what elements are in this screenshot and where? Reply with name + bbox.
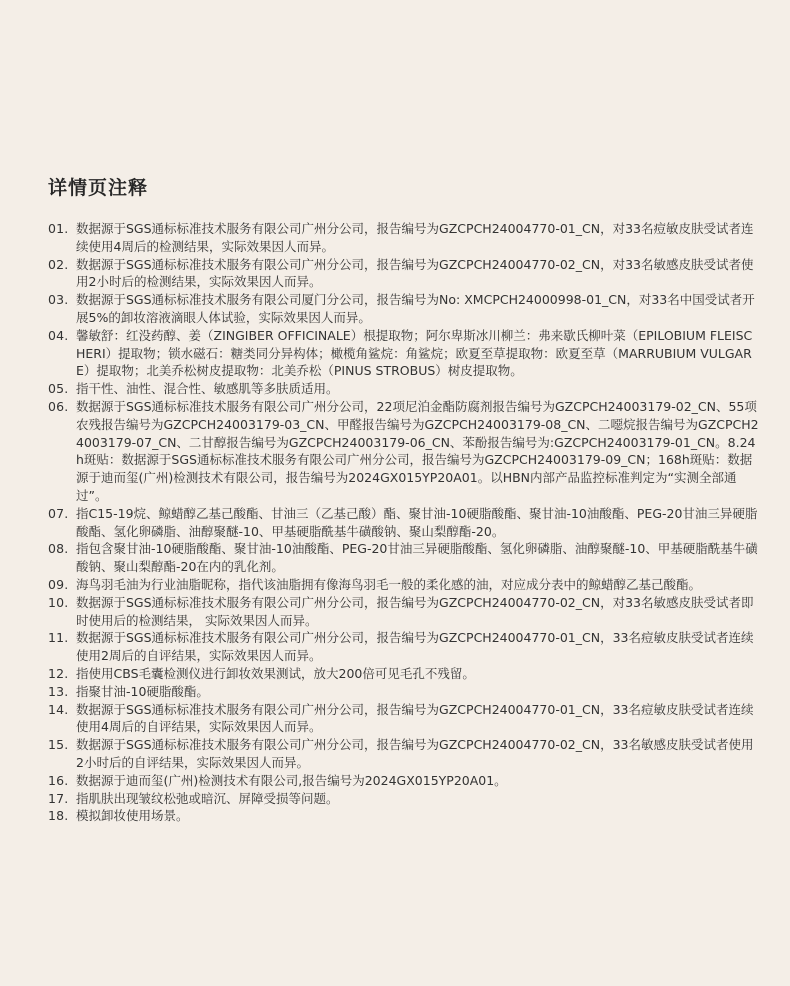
note-text: 指使用CBS毛囊检测仪进行卸妆效果测试，放大200倍可见毛孔不残留。 bbox=[76, 665, 475, 681]
note-text: 数据源于SGS通标标准技术服务有限公司厦门分公司，报告编号为No: XMCPCH24000998-01_CN，对33名中国受试者开展5%的卸妆溶液滴眼人体试验，实际效果因人而异。 bbox=[76, 292, 755, 325]
note-text: 数据源于SGS通标标准技术服务有限公司广州分公司，报告编号为GZCPCH24004770-01_CN，对33名痘敏皮肤受试者连续使用4周后的检测结果，实际效果因人而异。 bbox=[76, 221, 754, 254]
note-text: 数据源于SGS通标标准技术服务有限公司广州分公司，报告编号为GZCPCH24004770-02_CN，对33名敏感皮肤受试者即时使用后的检测结果， 实际效果因人而异。 bbox=[76, 594, 754, 628]
note-item bbox=[48, 291, 760, 327]
note-number: 13. bbox=[48, 683, 69, 699]
note-item bbox=[48, 594, 760, 630]
note-number: 01. bbox=[48, 221, 69, 236]
note-item bbox=[48, 505, 760, 541]
note-text: 馨敏舒：红没药醇、姜（ZINGIBER OFFICINALE）根提取物；阿尔卑斯冰川柳兰：弗来歇氏柳叶菜（EPILOBIUM FLEISCHERI）提取物；锁水磁石：糖类同分异构体；橄榄角鲨烷：角鲨烷；欧夏至草提取物：欧夏至草（MARRUBIUM VULGARE）提取物；北美乔松树皮提取物：北美乔松（PINUS STROBUS）树皮提取物。 bbox=[76, 327, 753, 379]
note-number: 11. bbox=[48, 630, 69, 646]
note-text: 指C15-19烷、鲸蜡醇乙基己酸酯、甘油三（乙基己酸）酯、聚甘油-10硬脂酸酯、聚甘油-10油酸酯、PEG-20甘油三异硬脂酸酯、氢化卵磷脂、油醇聚醚-10、甲基硬脂酰基牛磺酸钠、聚山梨醇酯-20。 bbox=[76, 505, 758, 539]
note-text: 海鸟羽毛油为行业油脂昵称，指代该油脂拥有像海鸟羽毛一般的柔化感的油，对应成分表中的鲸蜡醇乙基己酸酯。 bbox=[76, 576, 702, 592]
note-item bbox=[48, 398, 760, 505]
note-item bbox=[48, 327, 760, 380]
note-item bbox=[48, 576, 760, 594]
note-number: 10. bbox=[48, 594, 69, 610]
note-number: 18. bbox=[48, 808, 69, 824]
note-text: 数据源于迪而玺(广州)检测技术有限公司,报告编号为2024GX015YP20A01。 bbox=[76, 772, 507, 788]
note-number: 12. bbox=[48, 665, 69, 681]
note-text: 模拟卸妆使用场景。 bbox=[76, 808, 189, 824]
note-item bbox=[48, 256, 760, 292]
note-number: 16. bbox=[48, 772, 69, 788]
note-text: 指包含聚甘油-10硬脂酸酯、聚甘油-10油酸酯、PEG-20甘油三异硬脂酸酯、氢化卵磷脂、油醇聚醚-10、甲基硬脂酰基牛磺酸钠、聚山梨醇酯-20在内的乳化剂。 bbox=[76, 541, 758, 575]
note-item bbox=[48, 701, 760, 737]
note-text: 指聚甘油-10硬脂酸酯。 bbox=[76, 683, 209, 699]
note-number: 14. bbox=[48, 701, 69, 717]
note-item bbox=[48, 772, 760, 790]
note-item bbox=[48, 736, 760, 772]
notes-list bbox=[48, 220, 760, 825]
note-number: 06. bbox=[48, 398, 69, 414]
page-title: 详情页注释 bbox=[48, 177, 149, 199]
note-text: 指肌肤出现皱纹松弛或暗沉、屏障受损等问题。 bbox=[76, 790, 339, 806]
note-item bbox=[48, 683, 760, 701]
note-text: 指干性、油性、混合性、敏感肌等多肤质适用。 bbox=[76, 381, 339, 397]
note-text: 数据源于SGS通标标准技术服务有限公司广州分公司，报告编号为GZCPCH24004770-02_CN，33名敏感皮肤受试者使用2小时后的自评结果，实际效果因人而异。 bbox=[76, 737, 754, 770]
note-text: 数据源于SGS通标标准技术服务有限公司广州分公司，报告编号为GZCPCH24004770-02_CN，对33名敏感皮肤受试者使用2小时后的检测结果，实际效果因人而异。 bbox=[76, 256, 754, 290]
note-number: 07. bbox=[48, 505, 69, 521]
note-number: 09. bbox=[48, 576, 69, 592]
note-number: 08. bbox=[48, 541, 69, 557]
note-item bbox=[48, 220, 760, 256]
note-number: 04. bbox=[48, 327, 69, 343]
note-item bbox=[48, 629, 760, 665]
note-item bbox=[48, 380, 760, 398]
note-number: 17. bbox=[48, 790, 69, 806]
note-text: 数据源于SGS通标标准技术服务有限公司广州分公司，报告编号为GZCPCH24004770-01_CN，33名痘敏皮肤受试者连续使用2周后的自评结果，实际效果因人而异。 bbox=[76, 630, 754, 664]
note-number: 15. bbox=[48, 737, 69, 753]
note-text: 数据源于SGS通标标准技术服务有限公司广州分公司，报告编号为GZCPCH24004770-01_CN，33名痘敏皮肤受试者连续使用4周后的自评结果，实际效果因人而异。 bbox=[76, 701, 754, 735]
note-item bbox=[48, 807, 760, 825]
note-number: 03. bbox=[48, 292, 69, 308]
note-item bbox=[48, 665, 760, 683]
note-item bbox=[48, 790, 760, 808]
note-item bbox=[48, 540, 760, 576]
note-number: 02. bbox=[48, 256, 69, 272]
note-number: 05. bbox=[48, 381, 69, 397]
note-text: 数据源于SGS通标标准技术服务有限公司广州分公司，22项尼泊金酯防腐剂报告编号为GZCPCH24003179-02_CN、55项农残报告编号为GZCPCH24003179-03_CN、甲醛报告编号为GZCPCH24003179-08_CN、二噁烷报告编号为GZCPCH24003179-07_CN、二甘醇报告编号为GZCPCH24003179-06_CN、苯酚报告编号为:GZCPCH24003179-01_CN。8.24h斑贴：数据源于SGS通标标准技术服务有限公司广州分公司，报告编号为GZCPCH24003179-09_CN；168h斑贴：数据源于迪而玺(广州)检测技术有限公司，报告编号为2024GX015YP20A01。以HBN内部产品监控标准判定为“实测全部通过”。 bbox=[76, 398, 759, 503]
